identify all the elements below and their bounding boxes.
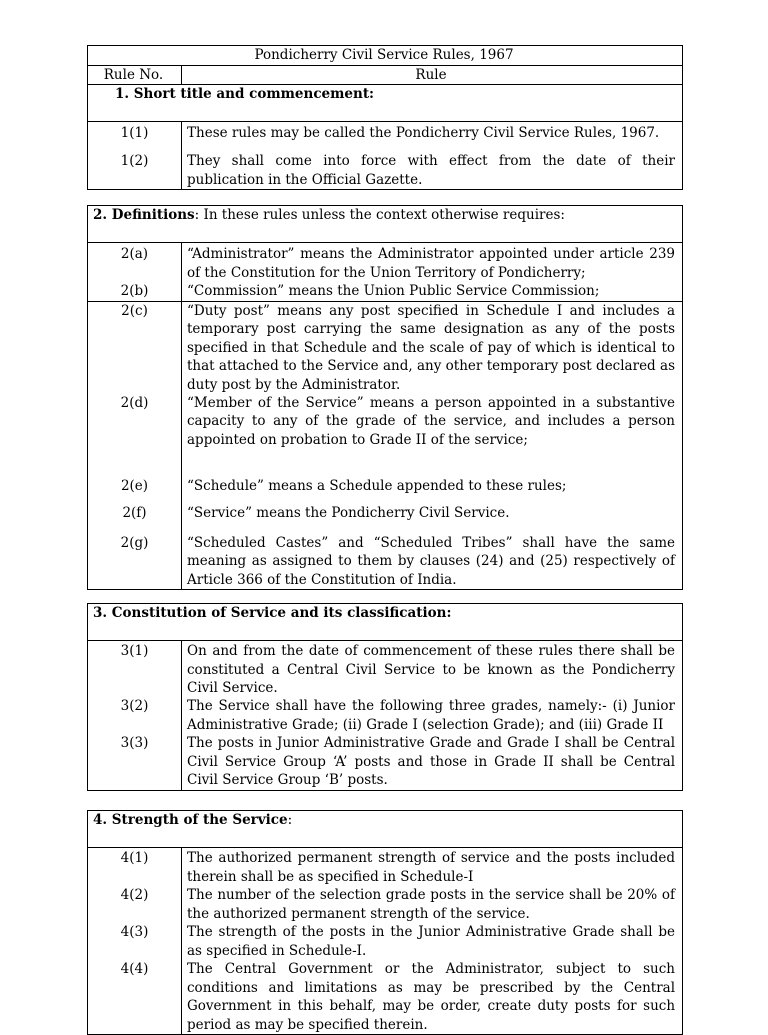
section-heading: 4. Strength of the Service: (88, 811, 683, 848)
rule-text-cell (182, 122, 683, 190)
rule-text-cell (182, 243, 683, 302)
rule-text: “Administrator” means the Administrator appointed under article 239 of the Constitution for the Union Territory of Pondicherry; (187, 246, 676, 281)
rule-number: 2(b) (120, 283, 149, 299)
rule-text: “Duty post” means any post specified in Schedule I and includes a temporary post carrying the same designation as any of the posts specified in that Schedule and the scale of pay of which is identical to that attached to the Service and, any other temporary post declared as duty post by the Administrator. (187, 302, 676, 393)
rule-number: 4(3) (120, 924, 149, 940)
rules-table-4 (87, 810, 683, 1035)
rule-number: 2(a) (120, 246, 149, 262)
rule-number: 3(2) (120, 698, 149, 714)
rule-text: These rules may be called the Pondicherry Civil Service Rules, 1967. (187, 125, 660, 141)
rule-number: 1(1) (120, 125, 149, 141)
rule-number: 2(e) (120, 477, 149, 494)
column-header-rule: Rule (182, 65, 683, 85)
rule-number: 3(3) (120, 735, 149, 751)
rule-numbers-cell (88, 122, 182, 190)
rule-numbers-cell (88, 301, 182, 590)
rule-number: 4(4) (120, 961, 149, 977)
rule-numbers-cell (88, 641, 182, 791)
rule-number: 1(2) (120, 153, 149, 169)
section-heading: 2. Definitions: In these rules unless the context otherwise requires: (88, 206, 683, 243)
rule-numbers-cell (88, 848, 182, 1035)
column-header-rule-no: Rule No. (88, 65, 182, 85)
rule-text: “Member of the Service” means a person appointed in a substantive capacity to any of the grade of the service, and includes a person appointed on probation to Grade II of the service; (187, 394, 676, 448)
rule-text: The Central Government or the Administrator, subject to such conditions and limitations as may be prescribed by the Central Government in this behalf, may be order, create duty posts for such period as may be specified therein. (187, 961, 676, 1033)
rule-text-cell (182, 641, 683, 791)
rule-number: 2(c) (121, 302, 148, 319)
rule-number: 3(1) (120, 643, 149, 659)
rule-number: 2(d) (120, 394, 149, 411)
rule-text: “Schedule” means a Schedule appended to these rules; (187, 477, 567, 494)
section-heading: 3. Constitution of Service and its classification: (88, 604, 683, 641)
rule-text: The posts in Junior Administrative Grade and Grade I shall be Central Civil Service Group ‘A’ posts and those in Grade II shall be Central Civil Service Group ‘B’ posts. (187, 735, 676, 788)
rule-text: The number of the selection grade posts in the service shall be 20% of the authorized permanent strength of the service. (187, 887, 676, 922)
rule-text: On and from the date of commencement of these rules there shall be constituted a Central Civil Service to be known as the Pondicherry Civil Service. (187, 643, 676, 696)
rule-text: “Service” means the Pondicherry Civil Service. (187, 504, 510, 521)
rule-text-cell (182, 848, 683, 1035)
rules-table-3 (87, 603, 683, 791)
rule-number: 2(g) (120, 534, 149, 551)
rule-text: They shall come into force with effect from the date of their publication in the Official Gazette. (187, 153, 676, 188)
rule-text: The Service shall have the following three grades, namely:- (i) Junior Administrative Grade; (ii) Grade I (selection Grade); and (iii) Grade II (187, 698, 676, 733)
section-heading: 1. Short title and commencement: (88, 85, 683, 122)
rule-numbers-cell (88, 243, 182, 302)
rule-text: The authorized permanent strength of service and the posts included therein shall be as specified in Schedule-I (187, 850, 676, 885)
rule-number: 4(2) (120, 887, 149, 903)
rule-number: 4(1) (120, 850, 149, 866)
rule-text: The strength of the posts in the Junior Administrative Grade shall be as specified in Schedule-I. (187, 924, 676, 959)
rule-number: 2(f) (122, 504, 147, 521)
rules-table-1 (87, 45, 683, 190)
document-title: Pondicherry Civil Service Rules, 1967 (88, 46, 683, 66)
rule-text: “Scheduled Castes” and “Scheduled Tribes” shall have the same meaning as assigned to them by clauses (24) and (25) respectively of Article 366 of the Constitution of India. (187, 534, 676, 588)
rules-table-2 (87, 205, 683, 590)
rule-text: “Commission” means the Union Public Service Commission; (187, 283, 600, 299)
rule-text-cell (182, 301, 683, 590)
